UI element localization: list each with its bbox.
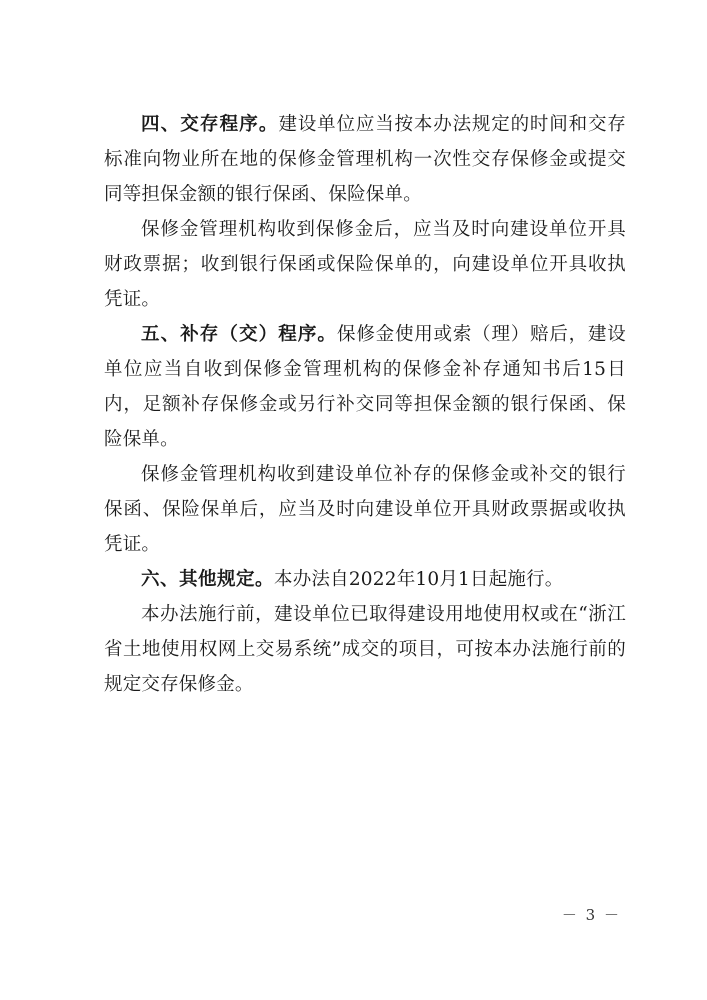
section-heading-other: 六、其他规定。 xyxy=(141,569,275,590)
page-number: － 3 － xyxy=(561,906,621,924)
paragraph-deposit-procedure xyxy=(104,107,626,212)
section-heading-replenish: 五、补存（交）程序。 xyxy=(141,324,338,345)
paragraph-other-provisions xyxy=(104,562,626,597)
paragraph-text: 本办法施行前，建设单位已取得建设用地使用权或在“浙江省土地使用权网上交易系统”成交的项目，可按本办法施行前的规定交存保修金。 xyxy=(104,604,626,695)
paragraph-text: 本办法自2022年10月1日起施行。 xyxy=(274,569,564,590)
paragraph-text: 保修金管理机构收到建设单位补存的保修金或补交的银行保函、保险保单后，应当及时向建设单位开具财政票据或收执凭证。 xyxy=(104,464,626,555)
paragraph-receipt-issuance xyxy=(104,212,626,317)
section-heading-deposit: 四、交存程序。 xyxy=(141,114,279,135)
paragraph-text: 保修金使用或索（理）赔后，建设单位应当自收到保修金管理机构的保修金补存通知书后15日内，足额补存保修金或另行补交同等担保金额的银行保函、保险保单。 xyxy=(104,324,626,450)
paragraph-transition-rule xyxy=(104,597,626,702)
document-body xyxy=(104,107,626,702)
paragraph-text: 保修金管理机构收到保修金后，应当及时向建设单位开具财政票据；收到银行保函或保险保单的，向建设单位开具收执凭证。 xyxy=(104,219,626,310)
paragraph-replenish-procedure xyxy=(104,317,626,457)
paragraph-replenish-receipt xyxy=(104,457,626,562)
paragraph-text: 建设单位应当按本办法规定的时间和交存标准向物业所在地的保修金管理机构一次性交存保修金或提交同等担保金额的银行保函、保险保单。 xyxy=(104,114,626,205)
